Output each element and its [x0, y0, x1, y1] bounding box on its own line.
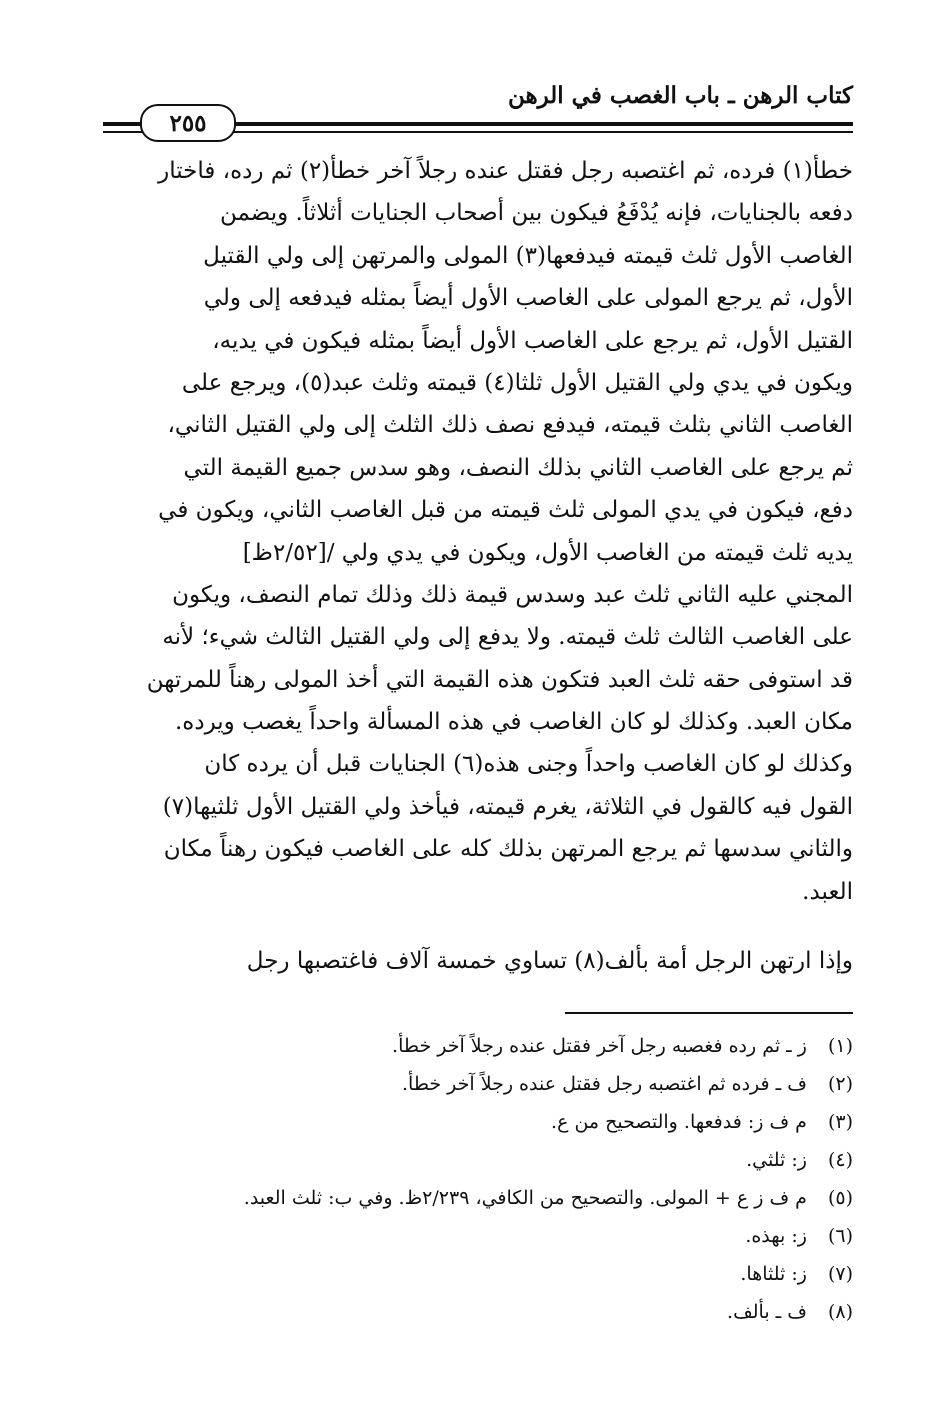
footnote-text: ف ـ فرده ثم اغتصبه رجل فقتل عنده رجلاً آخر خطأ. — [401, 1073, 807, 1095]
text-line: خطأ(١) فرده، ثم اغتصبه رجل فقتل عنده رجلاً آخر خطأ(٢) ثم رده، فاختار — [158, 158, 853, 184]
footnote — [103, 1065, 853, 1103]
text-line: على الغاصب الثالث ثلث قيمته. ولا يدفع إلى ولي القتيل الثالث شيء؛ لأنه — [162, 624, 853, 651]
text-line: المجني عليه الثاني ثلث عبد وسدس قيمة ذلك وذلك تمام النصف، ويكون — [172, 581, 853, 608]
footnote-number: (٢) — [827, 1073, 853, 1095]
paragraph-new — [103, 940, 853, 982]
text-line: العبد. — [802, 878, 853, 905]
footnote-text: م ف ز: فدفعها. والتصحيح من ع. — [551, 1111, 807, 1133]
text-line: القتيل الأول، ثم يرجع على الغاصب الأول أيضاً بمثله فيكون في يديه، — [212, 327, 853, 354]
footnote — [103, 1179, 853, 1217]
footnote-number: (٦) — [827, 1225, 853, 1247]
footnote-number: (٧) — [827, 1263, 853, 1285]
footnotes — [103, 1027, 853, 1331]
footnote — [103, 1217, 853, 1255]
footnote — [103, 1103, 853, 1141]
text-line: مكان العبد. وكذلك لو كان الغاصب في هذه المسألة واحداً يغصب ويرده. — [174, 709, 853, 736]
footnote-number: (٥) — [827, 1187, 853, 1209]
text-line: ويكون في يدي ولي القتيل الأول ثلثا(٤) قيمته وثلث عبد(٥)، ويرجع على — [181, 369, 853, 396]
text-line: الغاصب الأول ثلث قيمته فيدفعها(٣) المولى والمرتهن إلى ولي القتيل — [203, 242, 853, 269]
main-text — [103, 150, 853, 913]
footnote — [103, 1255, 853, 1293]
text-line: القول فيه كالقول في الثلاثة، يغرم قيمته، فيأخذ ولي القتيل الأول ثلثيها(٧) — [162, 793, 853, 820]
footnote-number: (٣) — [827, 1111, 853, 1133]
footnote-number: (٨) — [827, 1301, 853, 1323]
footnote-text: م ف ز ع + المولى. والتصحيح من الكافي، ٢/٢٣٩ظ. وفي ب: ثلث العبد. — [243, 1187, 807, 1209]
text-line: والثاني سدسها ثم يرجع المرتهن بذلك كله على الغاصب فيكون رهناً مكان — [163, 836, 853, 863]
footnote-text: ز: ثلثي. — [746, 1149, 807, 1171]
footnote — [103, 1027, 853, 1065]
page-number — [140, 104, 236, 142]
text-line: يديه ثلث قيمته من الغاصب الأول، ويكون في يدي ولي /[٢/٥٢ظ] — [242, 539, 853, 566]
footnote-text: ز: بهذه. — [745, 1225, 807, 1247]
text-line: الغاصب الثاني بثلث قيمته، فيدفع نصف ذلك الثلث إلى ولي القتيل الثاني، — [167, 412, 853, 439]
text-line: قد استوفى حقه ثلث العبد فتكون هذه القيمة التي أخذ المولى رهناً للمرتهن — [146, 666, 853, 693]
footnote-separator — [565, 1012, 853, 1014]
footnote — [103, 1141, 853, 1179]
text-line: دفع، فيكون في يدي المولى ثلث قيمته من قبل الغاصب الثاني، ويكون في — [158, 497, 853, 524]
page-number-text: ٢٥٥ — [169, 109, 207, 137]
text-line: الأول، ثم يرجع المولى على الغاصب الأول أيضاً بمثله فيدفعه إلى ولي — [203, 285, 853, 312]
footnote-text: ف ـ بألف. — [727, 1301, 807, 1323]
running-title: كتاب الرهن ـ باب الغصب في الرهن — [507, 82, 853, 109]
text-line: وكذلك لو كان الغاصب واحداً وجنى هذه(٦) الجنايات قبل أن يرده كان — [204, 751, 853, 778]
text-line: وإذا ارتهن الرجل أمة بألف(٨) تساوي خمسة آلاف فاغتصبها رجل — [246, 948, 853, 974]
footnote — [103, 1293, 853, 1331]
footnote-text: ز ـ ثم رده فغصبه رجل آخر فقتل عنده رجلاً آخر خطأ. — [392, 1035, 807, 1057]
text-line: ثم يرجع على الغاصب الثاني بذلك النصف، وهو سدس جميع القيمة التي — [183, 454, 853, 481]
text-line: دفعه بالجنايات، فإنه يُدْفَعُ فيكون بين أصحاب الجنايات أثلاثاً. ويضمن — [219, 200, 853, 227]
footnote-number: (٤) — [827, 1149, 853, 1171]
footnote-number: (١) — [827, 1035, 853, 1057]
footnote-text: ز: ثلثاها. — [740, 1263, 807, 1285]
